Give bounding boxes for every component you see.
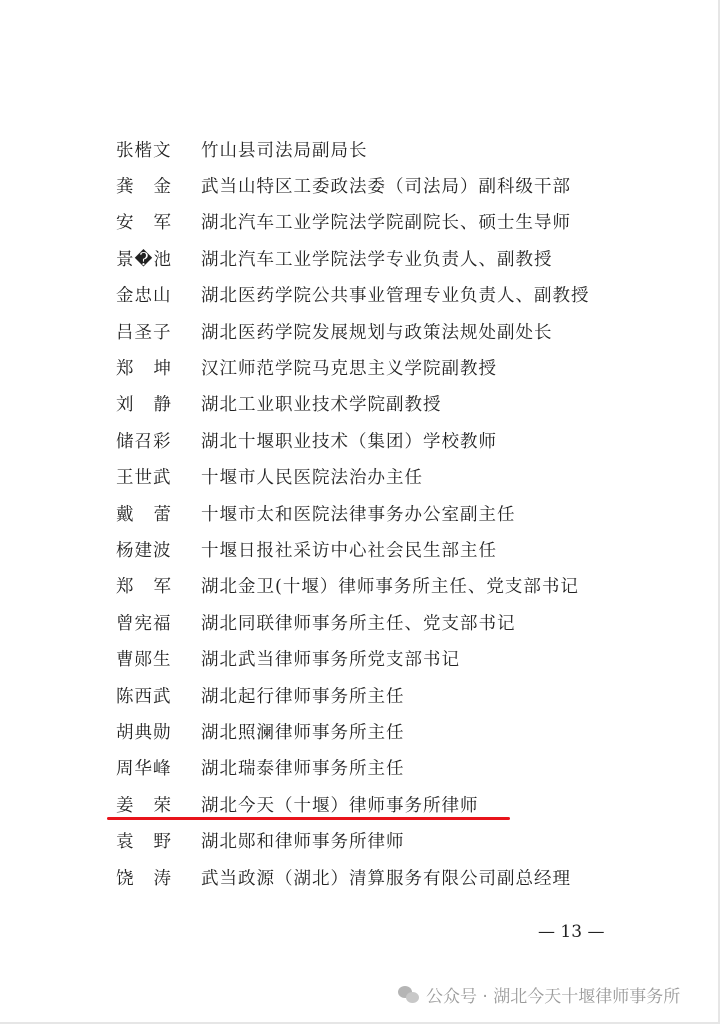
person-name: 张楷文 (116, 140, 172, 161)
person-name: 周华峰 (116, 759, 172, 780)
person-title: 十堰市人民医院法治办主任 (201, 468, 423, 489)
person-title: 湖北照澜律师事务所主任 (201, 722, 405, 743)
person-name: 安 军 (116, 213, 172, 234)
list-item (116, 750, 590, 786)
person-title: 湖北医药学院发展规划与政策法规处副处长 (201, 322, 553, 343)
footer-text: 公众号 · 湖北今天十堰律师事务所 (426, 987, 681, 1007)
person-name: 曹郧生 (116, 650, 172, 671)
person-title: 湖北郧和律师事务所律师 (201, 832, 405, 853)
list-item (116, 495, 590, 531)
person-title: 竹山县司法局副局长 (201, 140, 368, 161)
person-name: 杨建波 (116, 540, 172, 561)
person-name: 曾宪福 (116, 613, 172, 634)
person-title: 湖北武当律师事务所党支部书记 (201, 650, 460, 671)
person-title: 湖北起行律师事务所主任 (201, 686, 405, 707)
person-title: 十堰市太和医院法律事务办公室副主任 (201, 504, 516, 525)
person-name: 王世武 (116, 468, 172, 489)
list-item (116, 822, 590, 858)
person-name: 胡典勋 (116, 722, 172, 743)
member-list (116, 131, 590, 895)
person-title: 湖北十堰职业技术（集团）学校教师 (201, 431, 497, 452)
wechat-icon (398, 985, 420, 1005)
list-item (116, 277, 590, 313)
list-item (116, 131, 590, 167)
person-name: 袁 野 (116, 832, 172, 853)
person-name: 金忠山 (116, 286, 172, 307)
list-item (116, 713, 590, 749)
list-item (116, 640, 590, 676)
highlight-underline (107, 817, 510, 820)
person-name: 戴 蕾 (116, 504, 172, 525)
person-name: 龚 金 (116, 177, 172, 198)
person-name: 姜 荣 (116, 795, 172, 816)
person-title: 十堰日报社采访中心社会民生部主任 (201, 540, 497, 561)
person-name: 储召彩 (116, 431, 172, 452)
list-item (116, 604, 590, 640)
person-title: 湖北瑞泰律师事务所主任 (201, 759, 405, 780)
list-item (116, 422, 590, 458)
person-title: 湖北同联律师事务所主任、党支部书记 (201, 613, 516, 634)
person-title: 汉江师范学院马克思主义学院副教授 (201, 359, 497, 380)
person-title: 湖北医药学院公共事业管理专业负责人、副教授 (201, 286, 590, 307)
list-item (116, 240, 590, 276)
list-item (116, 386, 590, 422)
list-item (116, 531, 590, 567)
person-name: 刘 静 (116, 395, 172, 416)
person-name: 饶 涛 (116, 868, 172, 889)
person-title: 湖北金卫(十堰）律师事务所主任、党支部书记 (201, 577, 579, 598)
list-item (116, 677, 590, 713)
list-item (116, 313, 590, 349)
person-name: 郑 坤 (116, 359, 172, 380)
person-name: 郑 军 (116, 577, 172, 598)
person-title: 湖北汽车工业学院法学院副院长、硕士生导师 (201, 213, 571, 234)
list-item (116, 859, 590, 895)
list-item (116, 349, 590, 385)
list-item (116, 786, 590, 822)
person-title: 湖北汽车工业学院法学专业负责人、副教授 (201, 249, 553, 270)
person-title: 湖北工业职业技术学院副教授 (201, 395, 442, 416)
person-title: 武当山特区工委政法委（司法局）副科级干部 (201, 177, 571, 198)
person-name: 吕圣子 (116, 322, 172, 343)
list-item (116, 167, 590, 203)
person-name: 景�池 (116, 249, 172, 270)
page-number: — 13 — (538, 922, 605, 942)
list-item (116, 459, 590, 495)
person-title: 湖北今天（十堰）律师事务所律师 (201, 795, 479, 816)
person-title: 武当政源（湖北）清算服务有限公司副总经理 (201, 868, 571, 889)
watermark-footer (398, 982, 680, 1007)
person-name: 陈西武 (116, 686, 172, 707)
list-item (116, 568, 590, 604)
list-item (116, 204, 590, 240)
